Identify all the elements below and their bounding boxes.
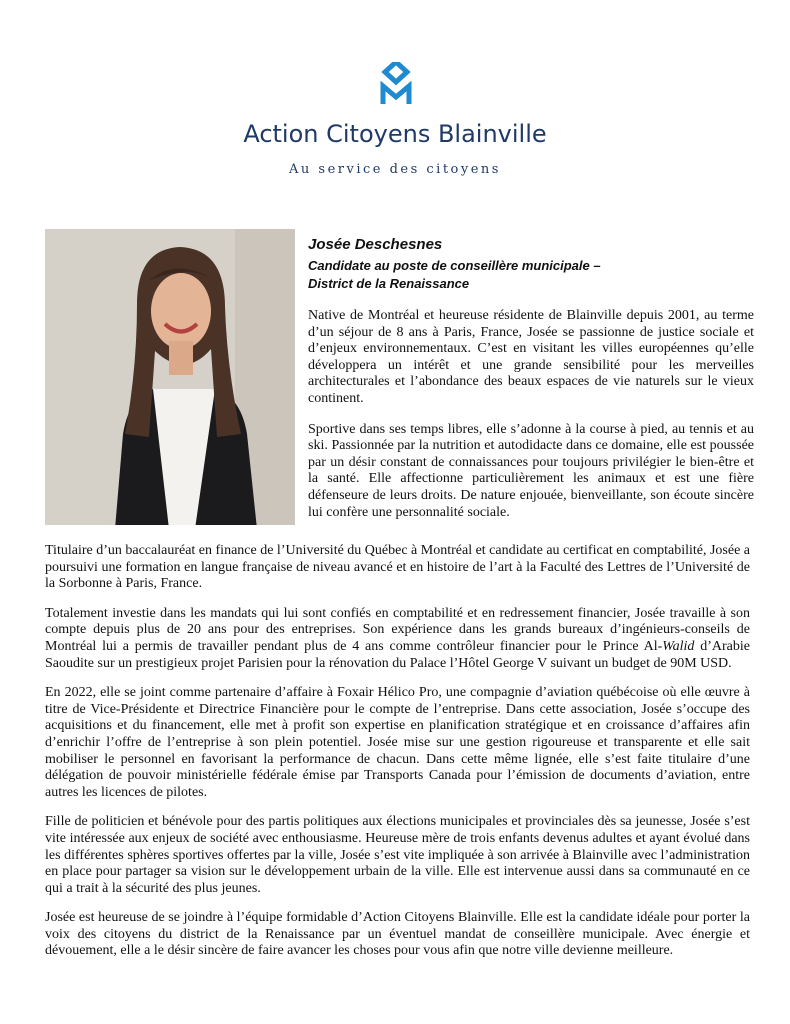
paragraph-career bbox=[45, 606, 750, 672]
paragraph-education: Titulaire d’un baccalauréat en finance de l’Université du Québec à Montréal et candidate au certificat en comptabilité, Josée a poursuivi une formation en langue française de niveau avancé et en histoire de l’art à la Faculté des Lettres de l’Université de la Sorbonne à Paris, France. bbox=[45, 543, 751, 592]
body-text bbox=[45, 543, 750, 973]
bio-column bbox=[308, 308, 754, 535]
organization-name: Action Citoyens Blainville bbox=[243, 120, 547, 148]
prince-name-al: Al bbox=[643, 638, 658, 654]
page-header bbox=[0, 0, 790, 200]
paragraph-conclusion: Josée est heureuse de se joindre à l’équipe formidable d’Action Citoyens Blainville. Elle est la candidate idéale pour porter la voix des citoyens du district de la Renaissance par un éventuel mandat de conseillère municipale. Avec énergie et dévouement, elle a le désir sincère de faire avancer les choses pour vous afin que notre ville devienne meilleure. bbox=[45, 910, 750, 959]
candidate-role-line2: District de la Renaissance bbox=[308, 276, 470, 291]
paragraph-career-part1: Totalement investie dans les mandats qui lui sont confiés en comptabilité et en redressement financier, Josée travaille à son compte depuis plus de 20 ans pour des entreprises. Son expérience dans les grands bureaux d’ingénieurs-conseils de Montréal lui a permis de travailler pendant plus de 4 ans comme contrôleur financier pour le Prince bbox=[45, 605, 750, 654]
candidate-role bbox=[308, 257, 753, 293]
house-logo-icon bbox=[380, 62, 412, 104]
bio-paragraph-personal: Sportive dans ses temps libres, elle s’adonne à la course à pied, au tennis et au ski. Passionnée par la nutrition et autodidacte dans ce domaine, elle est poussée par un désir constant de connaissances pour toujours privilégier le bien-être et la santé. Elle affectionne particulièrement les animaux et est une fière défenseure de leurs droits. De nature enjouée, bienveillante, son écoute sincère lui confère une personnalité sociale. bbox=[308, 421, 754, 520]
candidate-photo bbox=[45, 229, 295, 525]
prince-name-separator: - bbox=[657, 638, 663, 654]
organization-tagline: Au service des citoyens bbox=[289, 162, 501, 177]
bio-paragraph-origin: Native de Montréal et heureuse résidente de Blainville depuis 2001, au terme d’un séjour de 8 ans à Paris, France, Josée se passionne de justice sociale et d’enjeux environnementaux. C’est en visitant les villes européennes qu’elle développera un intérêt et une grande sensibilité pour les merveilles architecturales et l’abondance des beaux espaces de vie naturels sur le vieux continent. bbox=[308, 308, 754, 406]
paragraph-career-part2: d’Arabie Saoudite sur un prestigieux projet Parisien pour la rénovation du Palace l’Hôtel George V suivant un budget de 90M USD. bbox=[45, 638, 750, 671]
candidate-role-line1: Candidate au poste de conseillère municipale – bbox=[308, 258, 601, 273]
paragraph-foxair: En 2022, elle se joint comme partenaire d’affaire à Foxair Hélico Pro, une compagnie d’aviation québécoise où elle œuvre à titre de Vice-Présidente et Directrice Financière pour le compte de l’entreprise. Dans cette association, Josée s’occupe des acquisitions et du financement, elle met à profit son expertise en planification stratégique et en croissance d’affaires afin d’enrichir l’offre de l’entreprise à son plein potentiel. Josée mise sur une gestion rigoureuse et transparente et elle sait mobiliser le personnel en favorisant la performance de chacun. Dans cette même lignée, elle s’est faite titulaire d’une délégation de pouvoir ministérielle fédérale émise par Transports Canada pour l’émission de documents d’aviation, entre autres les licences de pilotes. bbox=[45, 685, 750, 800]
candidate-name: Josée Deschesnes bbox=[308, 236, 443, 253]
prince-name-walid: Walid bbox=[662, 638, 695, 654]
paragraph-community: Fille de politicien et bénévole pour des partis politiques aux élections municipales et provinciales dès sa jeunesse, Josée s’est vite intéressée aux enjeux de société avec enthousiasme. Heureuse mère de trois enfants devenus adultes et ayant évolué dans les différentes sphères sportives offertes par la ville, Josée s’est vite impliquée à son arrivée à Blainville avec l’administration en place pour partager sa vision sur le développement urbain de la ville. Elle est intervenue aussi dans sa communauté en ce qui a trait à la sécurité des plus jeunes. bbox=[45, 814, 750, 896]
candidate-heading bbox=[308, 236, 753, 293]
